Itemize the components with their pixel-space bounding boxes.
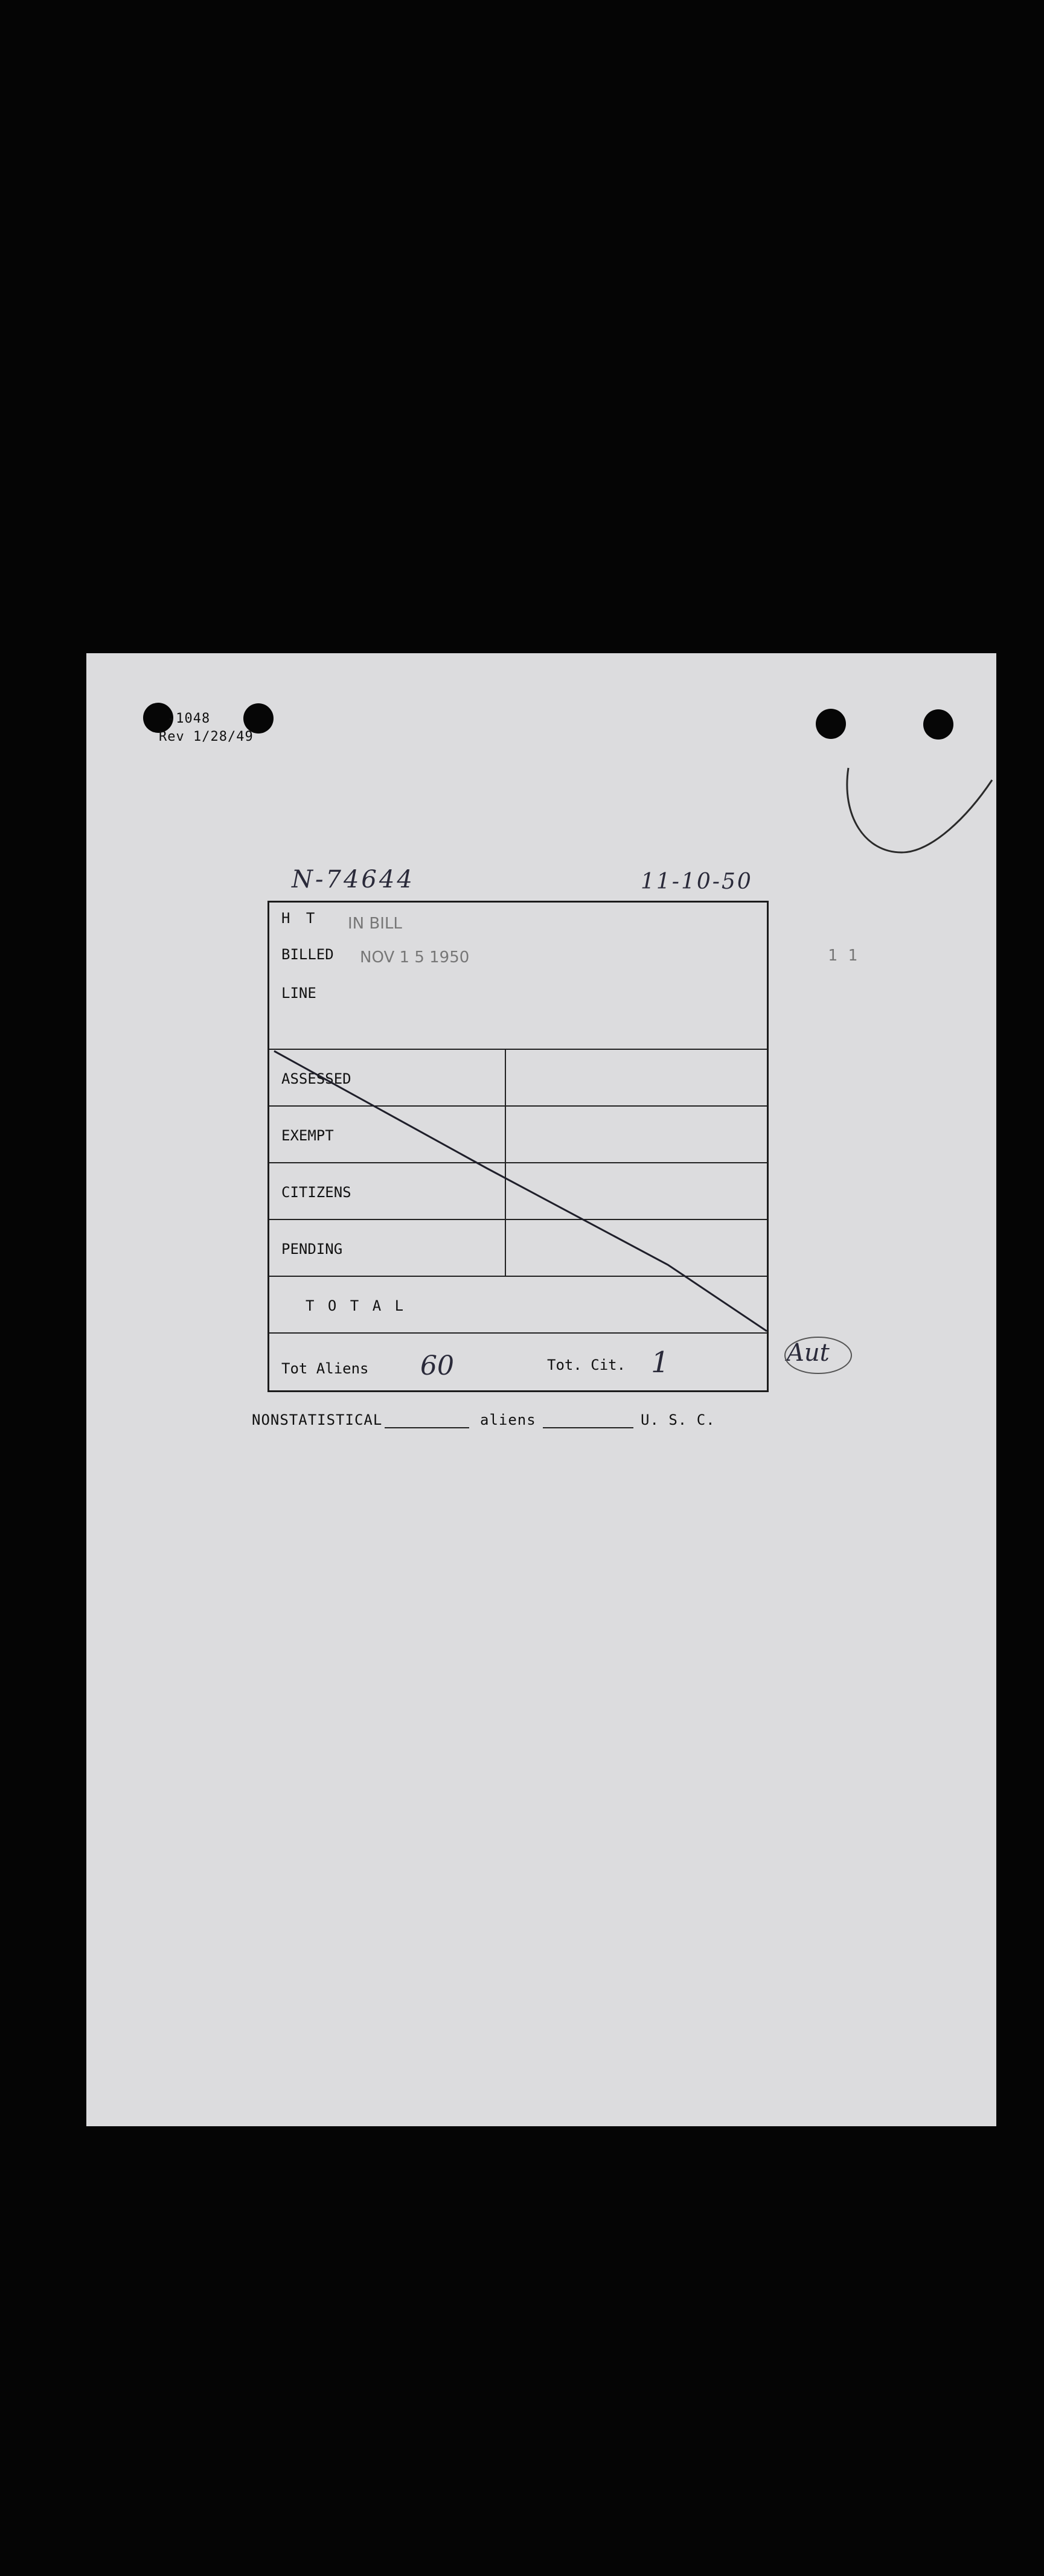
date-stamp: NOV 1 5 1950 [360,948,470,967]
page-mark: 1 1 [828,947,858,965]
tot-cit-label: Tot. Cit. [547,1357,626,1373]
initials-circle [782,1334,854,1376]
usc-label: U. S. C. [641,1411,716,1428]
total-label: T O T A L [306,1297,406,1314]
punch-hole-4 [923,709,953,740]
nonstatistical-label: NONSTATISTICAL [252,1411,383,1428]
exempt-label: EXEMPT [281,1127,334,1144]
cancel-line [269,903,770,1394]
document-page [86,653,996,2126]
form-number: -1048 [167,711,211,726]
tot-cit-value: 1 [651,1346,670,1379]
line-label: LINE [281,985,316,1002]
aliens-blank [543,1427,633,1428]
nonstatistical-blank [385,1427,469,1428]
form-revision: Rev 1/28/49 [159,729,254,744]
pen-mark [841,762,998,907]
ht-label: H T [281,910,319,927]
initials: Aut [787,1339,830,1367]
entry-date: 11-10-50 [641,869,753,894]
tally-form [267,901,769,1392]
aliens-label: aliens [480,1411,536,1428]
billed-label: BILLED [281,946,334,963]
tot-aliens-value: 60 [420,1350,454,1381]
assessed-label: ASSESSED [281,1070,351,1087]
pending-label: PENDING [281,1241,343,1258]
tot-aliens-label: Tot Aliens [281,1360,369,1377]
punch-hole-3 [816,709,846,739]
bill-stamp: IN BILL [348,915,402,933]
citizens-label: CITIZENS [281,1184,351,1201]
file-number: N-74644 [292,866,415,893]
